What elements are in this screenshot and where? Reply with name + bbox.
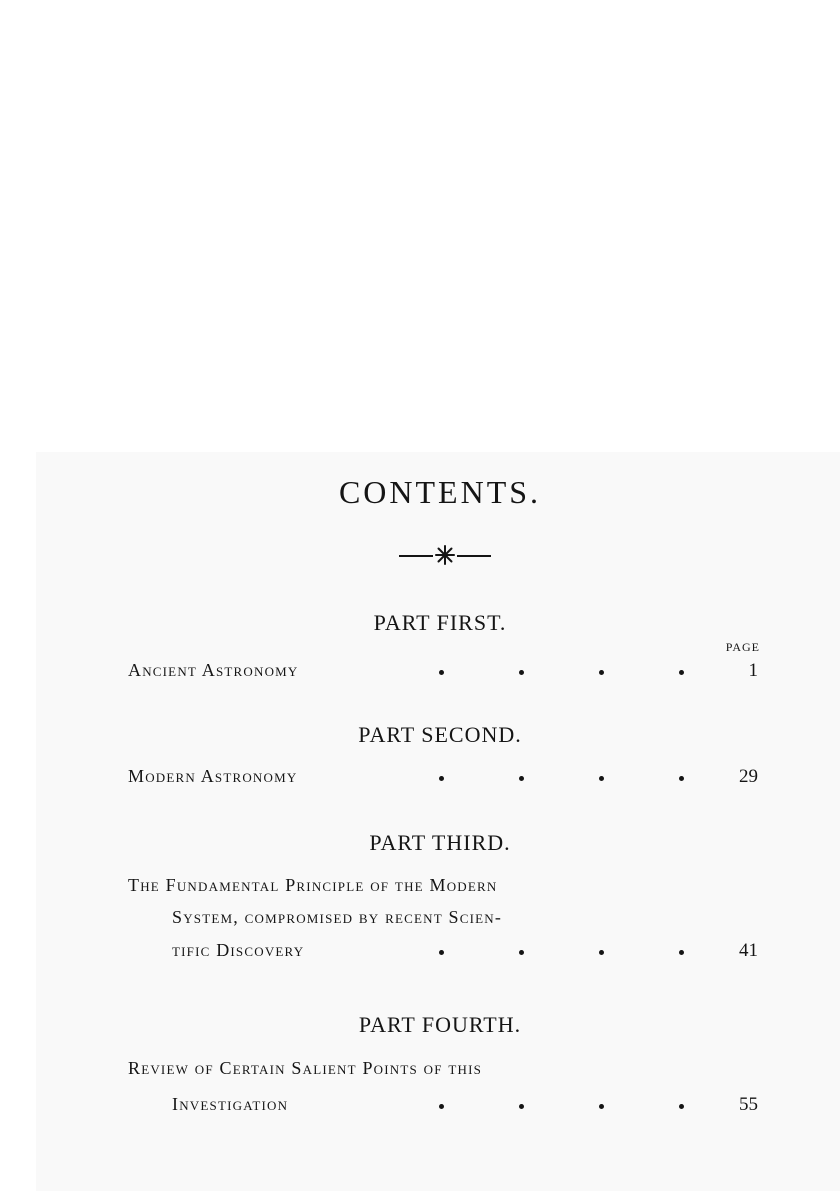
contents-title: CONTENTS.	[338, 474, 542, 510]
leader-dot	[679, 670, 684, 675]
leader-dot	[439, 1104, 444, 1109]
entry-title: Review of Certain Salient Points of this	[128, 1058, 483, 1078]
part-fourth-heading: PART FOURTH.	[358, 1012, 522, 1037]
page-column-label: PAGE	[725, 640, 760, 654]
leader-dot	[439, 950, 444, 955]
ornament-divider-icon	[399, 543, 491, 567]
part-third-heading: PART THIRD.	[369, 830, 511, 855]
leader-dot	[679, 1104, 684, 1109]
entry-page-number: 41	[739, 940, 758, 961]
leader-dot	[599, 776, 604, 781]
leader-dot	[439, 670, 444, 675]
leader-dot	[599, 670, 604, 675]
leader-dot	[599, 1104, 604, 1109]
leader-dot	[519, 776, 524, 781]
toc-entry-fundamental-principle-line-1[interactable]	[128, 875, 758, 903]
entry-title: System, compromised by recent Scien-	[172, 907, 503, 927]
leader-dot	[679, 950, 684, 955]
leader-dot	[519, 670, 524, 675]
leader-dot	[679, 776, 684, 781]
leader-dot	[439, 776, 444, 781]
leader-dot	[519, 1104, 524, 1109]
part-second-heading: PART SECOND.	[358, 722, 522, 747]
entry-title: Ancient Astronomy	[128, 660, 299, 680]
part-first-heading: PART FIRST.	[373, 610, 507, 635]
entry-page-number: 1	[748, 660, 758, 681]
toc-entry-ancient-astronomy[interactable]	[128, 660, 758, 688]
entry-title: tific Discovery	[172, 940, 305, 960]
leader-dot	[599, 950, 604, 955]
entry-page-number: 29	[739, 766, 758, 787]
entry-title: Modern Astronomy	[128, 766, 298, 786]
toc-entry-review-line-1[interactable]	[128, 1058, 758, 1086]
toc-entry-fundamental-principle-line-3[interactable]	[128, 940, 758, 968]
toc-entry-fundamental-principle-line-2[interactable]	[128, 907, 758, 935]
entry-title: The Fundamental Principle of the Modern	[128, 875, 498, 895]
entry-title: Investigation	[172, 1094, 289, 1114]
toc-entry-review-line-2[interactable]	[128, 1094, 758, 1122]
toc-entry-modern-astronomy[interactable]	[128, 766, 758, 794]
entry-page-number: 55	[739, 1094, 758, 1115]
leader-dot	[519, 950, 524, 955]
